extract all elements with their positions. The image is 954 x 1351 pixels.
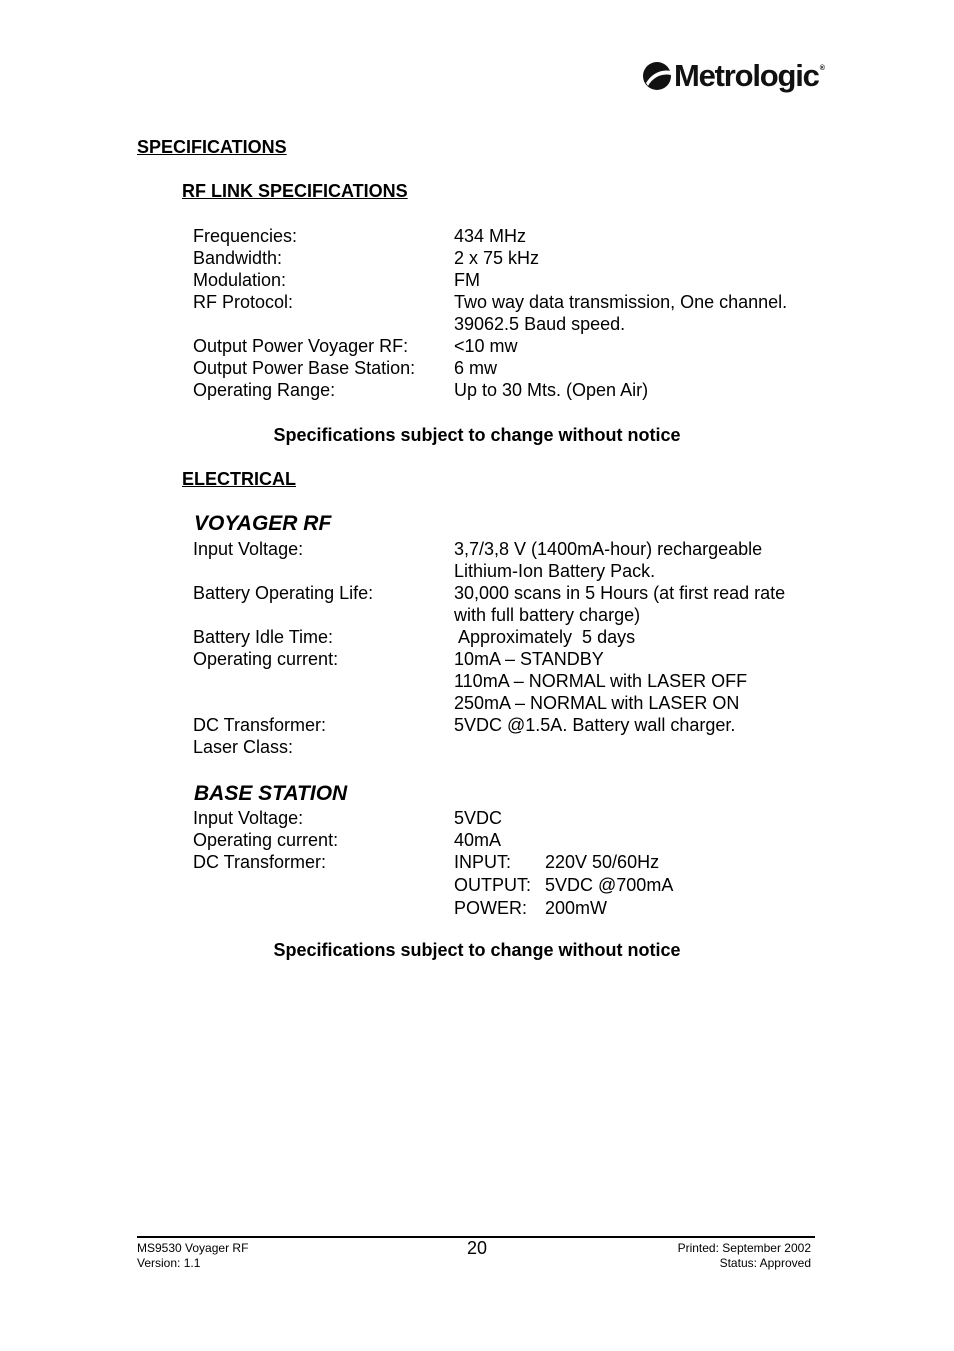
- spec-key: POWER:: [454, 898, 528, 918]
- spec-value: 40mA: [454, 830, 502, 850]
- spec-subvalue: 200mW: [545, 898, 608, 918]
- spec-label: Bandwidth:: [193, 248, 283, 268]
- spec-value: Two way data transmission, One channel.: [454, 292, 788, 312]
- spec-label: Modulation:: [193, 270, 287, 290]
- spec-label: DC Transformer:: [193, 715, 327, 735]
- metrologic-swoosh-icon: [642, 61, 672, 91]
- spec-label: Input Voltage:: [193, 539, 304, 559]
- spec-value: 110mA – NORMAL with LASER OFF: [454, 671, 748, 691]
- spec-value: 6 mw: [454, 358, 498, 378]
- spec-value: with full battery charge): [454, 605, 641, 625]
- voyager-rf-title: VOYAGER RF: [194, 512, 332, 535]
- spec-label: Output Power Base Station:: [193, 358, 416, 378]
- spec-value: [454, 851, 659, 873]
- page-title: SPECIFICATIONS: [137, 137, 287, 157]
- spec-label: DC Transformer:: [193, 852, 327, 872]
- doc-name: MS9530 Voyager RF: [137, 1241, 249, 1255]
- spec-value: 3,7/3,8 V (1400mA-hour) rechargeable: [454, 539, 763, 559]
- spec-value: [454, 897, 607, 919]
- spec-value: 10mA – STANDBY: [454, 649, 604, 669]
- spec-label: Laser Class:: [193, 737, 294, 757]
- spec-value: 250mA – NORMAL with LASER ON: [454, 693, 740, 713]
- base-station-title: BASE STATION: [194, 782, 348, 805]
- spec-label: Operating current:: [193, 649, 339, 669]
- metrologic-logo: [642, 56, 825, 96]
- change-notice: Specifications subject to change without notice: [273, 425, 681, 445]
- change-notice: Specifications subject to change without notice: [273, 940, 681, 960]
- spec-value: Lithium-Ion Battery Pack.: [454, 561, 656, 581]
- spec-value: FM: [454, 270, 480, 290]
- page-number: 20: [466, 1238, 488, 1258]
- rf-link-heading: RF LINK SPECIFICATIONS: [182, 181, 408, 201]
- spec-value: 5VDC @1.5A. Battery wall charger.: [454, 715, 736, 735]
- spec-value: 39062.5 Baud speed.: [454, 314, 626, 334]
- electrical-heading: ELECTRICAL: [182, 469, 296, 489]
- spec-label: Battery Operating Life:: [193, 583, 374, 603]
- spec-key: INPUT:: [454, 852, 512, 872]
- spec-value: 434 MHz: [454, 226, 527, 246]
- spec-label: Frequencies:: [193, 226, 298, 246]
- doc-version: Version: 1.1: [137, 1256, 201, 1270]
- spec-value: Approximately 5 days: [454, 627, 636, 647]
- printed-date: Printed: September 2002: [677, 1241, 811, 1255]
- spec-value: 5VDC: [454, 808, 503, 828]
- spec-subvalue: 220V 50/60Hz: [545, 852, 660, 872]
- spec-label: Operating Range:: [193, 380, 336, 400]
- footer-right: [678, 1241, 811, 1271]
- spec-label: RF Protocol:: [193, 292, 294, 312]
- spec-value: 30,000 scans in 5 Hours (at first read rate: [454, 583, 786, 603]
- registered-mark: ®: [819, 64, 825, 72]
- spec-label: Input Voltage:: [193, 808, 304, 828]
- spec-label: Operating current:: [193, 830, 339, 850]
- spec-subvalue: 5VDC @700mA: [545, 875, 674, 895]
- spec-label: Battery Idle Time:: [193, 627, 334, 647]
- spec-key: OUTPUT:: [454, 875, 532, 895]
- logo-wordmark: Metrologic: [674, 58, 819, 93]
- spec-label: Output Power Voyager RF:: [193, 336, 409, 356]
- spec-value: Up to 30 Mts. (Open Air): [454, 380, 649, 400]
- spec-value: <10 mw: [454, 336, 518, 356]
- doc-status: Status: Approved: [719, 1256, 811, 1270]
- spec-value: [454, 874, 673, 896]
- spec-value: 2 x 75 kHz: [454, 248, 540, 268]
